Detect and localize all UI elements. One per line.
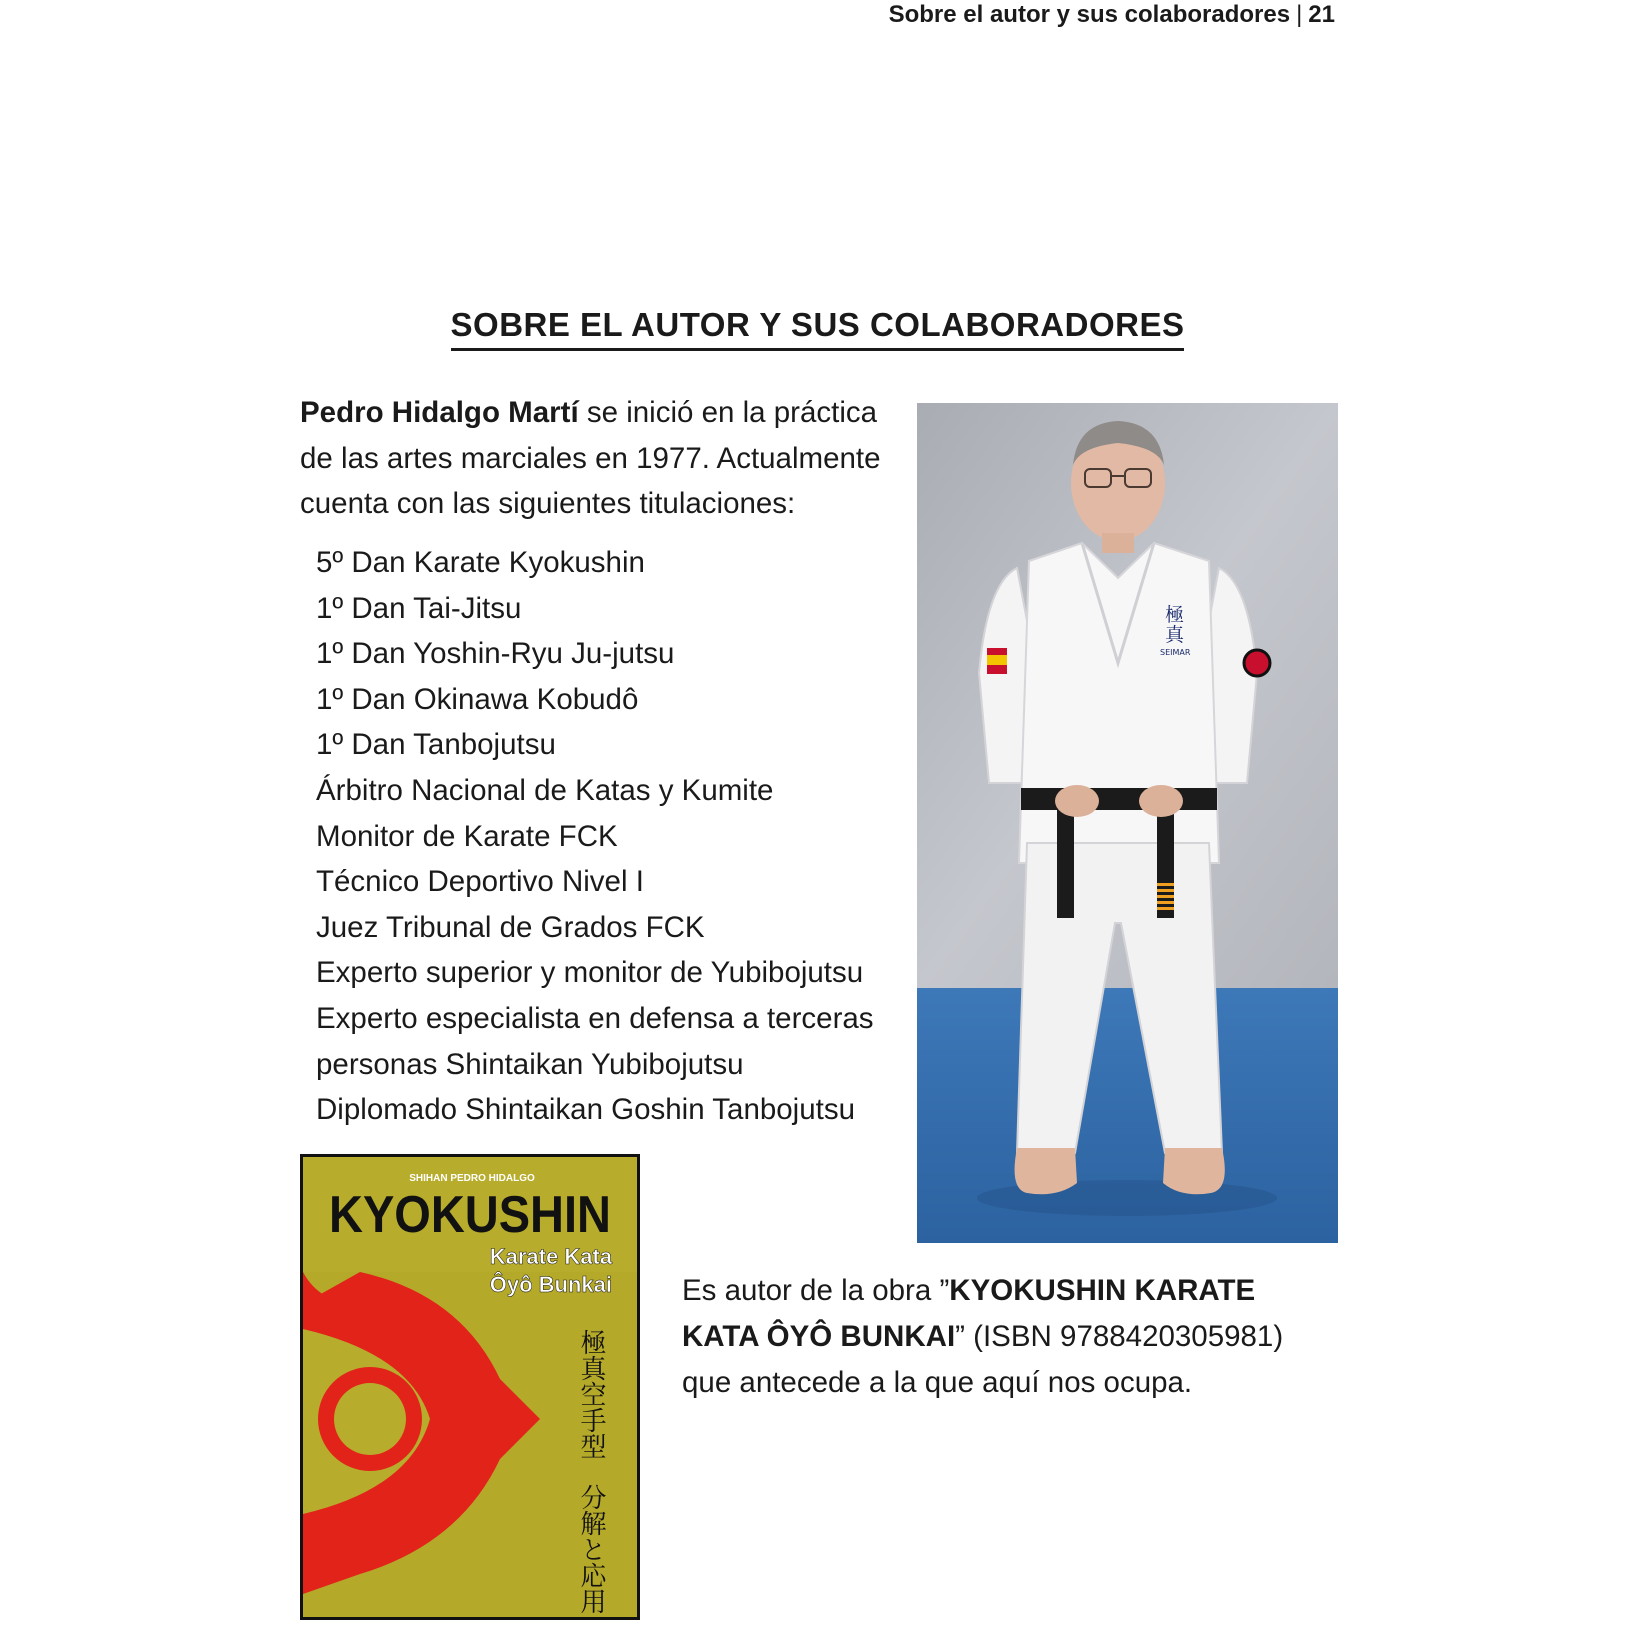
book-subtitle-line1: Karate Kata — [489, 1244, 612, 1269]
qualification-item: Árbitro Nacional de Katas y Kumite — [316, 773, 774, 807]
qualification-item: 5º Dan Karate Kyokushin — [316, 546, 645, 579]
intro-text: se inició en la práctica de las artes marciales en 1977. Actualmente cuenta con las siguientes titulaciones: — [300, 396, 881, 520]
book-kanji-column-1: 極真空手型 — [576, 1329, 606, 1459]
qualification-item: Diplomado Shintaikan Goshin Tanbojutsu — [316, 1093, 855, 1127]
section-title: SOBRE EL AUTOR Y SUS COLABORADORES — [451, 306, 1185, 351]
qualification-item: Monitor de Karate FCK — [316, 819, 618, 853]
author-name: Pedro Hidalgo Martí — [300, 396, 579, 429]
running-title: Sobre el autor y sus colaboradores — [888, 1, 1291, 28]
author-photo — [917, 403, 1338, 1243]
qualification-item: 1º Dan Tanbojutsu — [316, 728, 556, 762]
qualification-item: 1º Dan Yoshin-Ryu Ju-jutsu — [316, 637, 675, 671]
emblem-patch — [1244, 650, 1270, 676]
page-number: 21 — [1308, 1, 1335, 28]
book-kanji-column-2: 分解と応用 — [576, 1484, 606, 1614]
outro-paragraph — [682, 1268, 1338, 1406]
qualification-item: Experto especialista en defensa a terceras personas Shintaikan Yubibojutsu — [316, 1001, 874, 1081]
qualification-item: Juez Tribunal de Grados FCK — [316, 910, 705, 944]
outro-book-title: KYOKUSHIN KARATE KATA ÔYÔ BUNKAI — [682, 1274, 1256, 1353]
gi-lettering: SEIMAR — [1160, 648, 1191, 657]
black-belt — [1021, 788, 1217, 810]
section-title-block — [300, 306, 1335, 351]
book-cover-art — [300, 1154, 640, 1620]
qualification-item: Técnico Deportivo Nivel I — [316, 865, 644, 899]
person-left-foot — [1015, 1148, 1077, 1194]
running-head — [880, 0, 1335, 30]
outro-prefix: Es autor de la obra ” — [682, 1274, 950, 1307]
qualifications-list — [316, 540, 916, 1133]
qualification-item: 1º Dan Tai-Jitsu — [316, 591, 522, 625]
book-subtitle-line2: Ôyô Bunkai — [489, 1272, 612, 1297]
outro-suffix: ” (ISBN 9788420305981) que antecede a la que aquí nos ocupa. — [682, 1320, 1284, 1399]
book-author-line: SHIHAN PEDRO HIDALGO — [409, 1173, 535, 1184]
book-title: KYOKUSHIN — [329, 1186, 611, 1244]
intro-paragraph — [300, 390, 900, 527]
svg-text:真: 真 — [1165, 624, 1185, 646]
qualification-item: Experto superior y monitor de Yubibojutsu — [316, 956, 864, 990]
book-cover — [300, 1154, 640, 1620]
gi-kanji-logo: 極 — [1165, 604, 1185, 626]
running-head-separator: | — [1296, 1, 1303, 28]
person-gi-jacket — [1019, 543, 1219, 863]
person-hands — [1055, 785, 1099, 817]
qualification-item: 1º Dan Okinawa Kobudô — [316, 682, 639, 716]
person-right-foot — [1163, 1148, 1225, 1194]
